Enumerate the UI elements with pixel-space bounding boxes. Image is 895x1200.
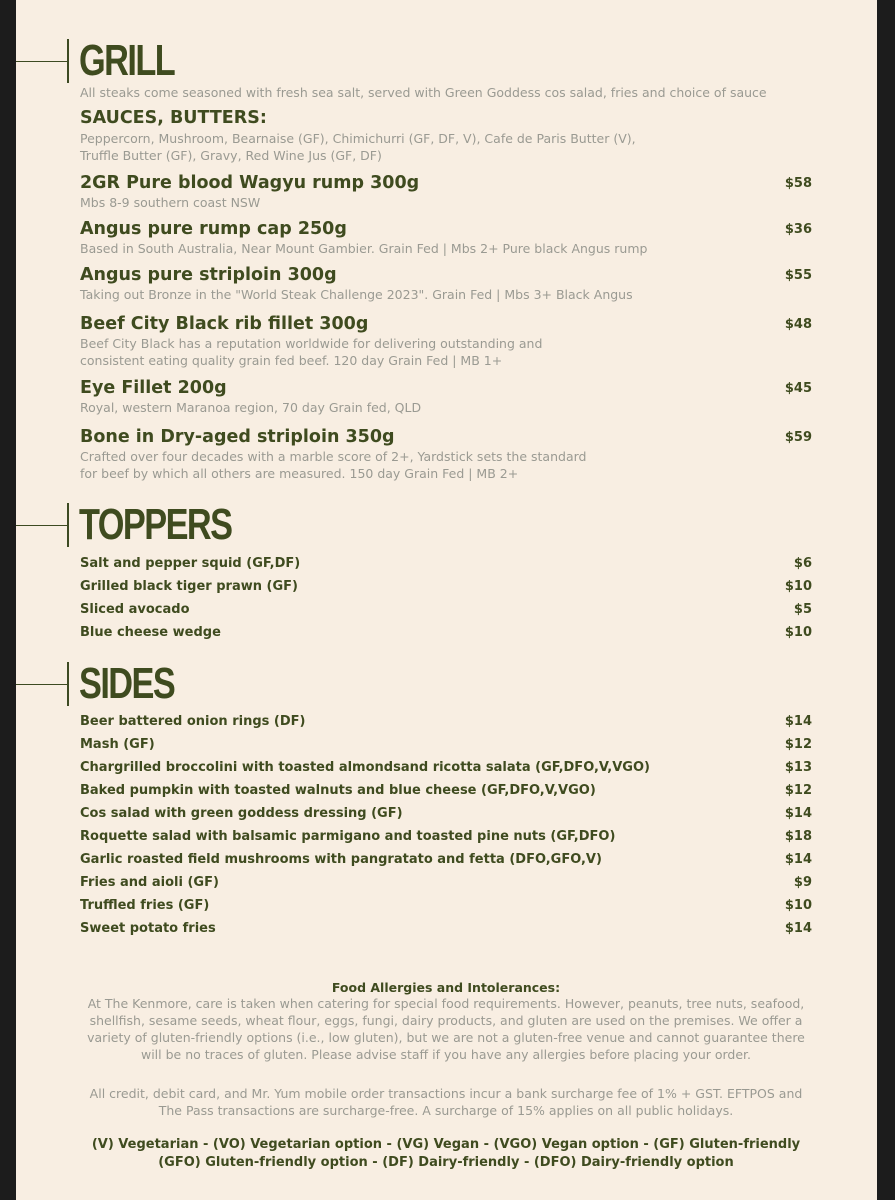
grill-item	[80, 313, 812, 369]
item-description: Taking out Bronze in the "World Steak Challenge 2023". Grain Fed | Mbs 3+ Black Angus	[80, 287, 633, 302]
surcharge-notice	[80, 1085, 812, 1119]
item-name: Sweet potato fries	[80, 921, 216, 936]
grill-note: All steaks come seasoned with fresh sea salt, served with Green Goddess cos salad, fries and choice of sauce	[80, 85, 767, 100]
item-name: Cos salad with green goddess dressing (GF)	[80, 806, 403, 821]
dietary-legend	[80, 1136, 812, 1172]
grill-item	[80, 264, 812, 303]
side-row	[80, 871, 812, 894]
item-name: Beer battered onion rings (DF)	[80, 714, 306, 729]
item-name: Mash (GF)	[80, 737, 155, 752]
menu-page	[16, 0, 877, 1200]
item-price: $5	[793, 602, 812, 617]
side-row	[80, 825, 812, 848]
item-name: Chargrilled broccolini with toasted almondsand ricotta salata (GF,DFO,V,VGO)	[80, 760, 650, 775]
item-name: Beef City Black rib fillet 300g	[80, 314, 369, 334]
item-price: $14	[784, 852, 812, 867]
side-row	[80, 733, 812, 756]
item-price: $10	[784, 898, 812, 913]
item-price: $12	[784, 737, 812, 752]
item-name: Roquette salad with balsamic parmigano and toasted pine nuts (GF,DFO)	[80, 829, 616, 844]
side-row	[80, 710, 812, 733]
item-price: $14	[784, 714, 812, 729]
item-description: Beef City Black has a reputation worldwide for delivering outstanding and consistent eating quality grain fed beef. 120 day Grain Fed | MB 1+	[80, 336, 543, 368]
item-name: Blue cheese wedge	[80, 625, 221, 640]
allergy-notice	[80, 980, 812, 1063]
item-price: $6	[793, 556, 812, 571]
grill-title: GRILL	[79, 36, 175, 85]
item-name: Salt and pepper squid (GF,DF)	[80, 556, 301, 571]
item-name: Eye Fillet 200g	[80, 378, 227, 398]
item-price: $18	[784, 829, 812, 844]
topper-row	[80, 598, 812, 621]
item-price: $14	[784, 806, 812, 821]
sauces-title: SAUCES, BUTTERS:	[80, 108, 267, 128]
item-name: Baked pumpkin with toasted walnuts and blue cheese (GF,DFO,V,VGO)	[80, 783, 596, 798]
grill-item	[80, 172, 812, 211]
item-price: $14	[784, 921, 812, 936]
topper-row	[80, 575, 812, 598]
item-name: Bone in Dry-aged striploin 350g	[80, 427, 395, 447]
side-row	[80, 848, 812, 871]
legend-line: (V) Vegetarian - (VO) Vegetarian option - (VG) Vegan - (VGO) Vegan option - (GF) Gluten-friendly	[91, 1137, 801, 1152]
item-description: Mbs 8-9 southern coast NSW	[80, 195, 261, 210]
item-name: Grilled black tiger prawn (GF)	[80, 579, 298, 594]
item-price: $36	[784, 222, 812, 237]
item-price: $59	[784, 430, 812, 445]
grill-item	[80, 377, 812, 416]
allergy-title: Food Allergies and Intolerances:	[331, 980, 561, 995]
item-price: $10	[784, 625, 812, 640]
item-price: $58	[784, 176, 812, 191]
heading-rule	[16, 61, 68, 62]
item-price: $10	[784, 579, 812, 594]
item-name: Angus pure striploin 300g	[80, 265, 337, 285]
allergy-body: At The Kenmore, care is taken when catering for special food requirements. However, peanuts, tree nuts, seafood, shellfish, sesame seeds, wheat flour, eggs, fungi, dairy products, and gluten are used on the premises. We offer a variety of gluten-friendly options (i.e., low gluten), but we are not a gluten-free venue and cannot guarantee there will be no traces of gluten. Please advise staff if you have any allergies before placing your order.	[87, 996, 805, 1062]
side-row	[80, 756, 812, 779]
heading-bar	[67, 39, 69, 83]
side-row	[80, 917, 812, 940]
topper-row	[80, 621, 812, 644]
topper-row	[80, 552, 812, 575]
heading-rule	[16, 525, 68, 526]
item-name: Fries and aioli (GF)	[80, 875, 219, 890]
heading-bar	[67, 503, 69, 547]
side-row	[80, 894, 812, 917]
item-price: $12	[784, 783, 812, 798]
grill-item	[80, 426, 812, 482]
item-price: $13	[784, 760, 812, 775]
side-row	[80, 779, 812, 802]
item-description: Crafted over four decades with a marble score of 2+, Yardstick sets the standard for beef by which all others are measured. 150 day Grain Fed | MB 2+	[80, 449, 587, 481]
item-price: $48	[784, 317, 812, 332]
sides-title: SIDES	[79, 659, 175, 708]
item-name: 2GR Pure blood Wagyu rump 300g	[80, 173, 420, 193]
item-name: Sliced avocado	[80, 602, 190, 617]
side-row	[80, 802, 812, 825]
sauces-list: Peppercorn, Mushroom, Bearnaise (GF), Chimichurri (GF, DF, V), Cafe de Paris Butter (V), Truffle Butter (GF), Gravy, Red Wine Jus (GF, DF)	[80, 131, 636, 163]
grill-item	[80, 218, 812, 257]
toppers-title: TOPPERS	[79, 500, 232, 549]
item-description: Based in South Australia, Near Mount Gambier. Grain Fed | Mbs 2+ Pure black Angus rump	[80, 241, 648, 256]
heading-rule	[16, 684, 68, 685]
item-price: $55	[784, 268, 812, 283]
item-name: Garlic roasted field mushrooms with pangratato and fetta (DFO,GFO,V)	[80, 852, 602, 867]
heading-bar	[67, 662, 69, 706]
surcharge-text: All credit, debit card, and Mr. Yum mobile order transactions incur a bank surcharge fee of 1% + GST. EFTPOS and The Pass transactions are surcharge-free. A surcharge of 15% applies on all public holidays.	[89, 1086, 803, 1118]
item-price: $9	[793, 875, 812, 890]
legend-line: (GFO) Gluten-friendly option - (DF) Dairy-friendly - (DFO) Dairy-friendly option	[158, 1155, 734, 1170]
item-name: Angus pure rump cap 250g	[80, 219, 347, 239]
item-name: Truffled fries (GF)	[80, 898, 210, 913]
item-price: $45	[784, 381, 812, 396]
item-description: Royal, western Maranoa region, 70 day Grain fed, QLD	[80, 400, 422, 415]
